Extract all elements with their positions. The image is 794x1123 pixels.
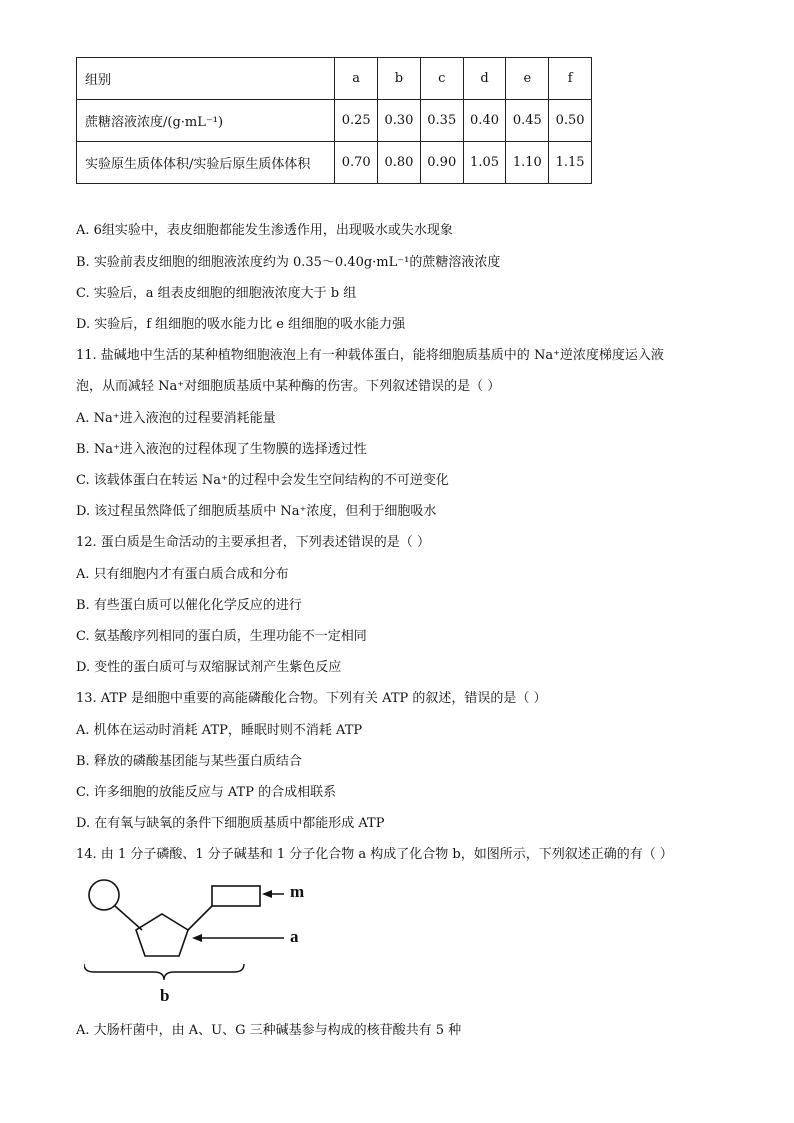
arrow-m-head: [262, 890, 272, 898]
text-line: 13. ATP 是细胞中重要的高能磷酸化合物。下列有关 ATP 的叙述，错误的是（ ）: [76, 691, 547, 706]
table-cell: f: [549, 58, 592, 100]
table-cell: 0.40: [463, 100, 506, 142]
text-line: A. 机体在运动时消耗 ATP，睡眠时则不消耗 ATP: [76, 723, 363, 738]
text-line: B. Na⁺进入液泡的过程体现了生物膜的选择透过性: [76, 442, 367, 457]
base-bond: [188, 906, 212, 930]
text-line: B. 有些蛋白质可以催化化学反应的进行: [76, 598, 302, 613]
text-line: D. 在有氧与缺氧的条件下细胞质基质中都能形成 ATP: [76, 816, 385, 831]
table-row: [77, 58, 592, 100]
table-cell: 0.50: [549, 100, 592, 142]
text-line: 11. 盐碱地中生活的某种植物细胞液泡上有一种载体蛋白，能将细胞质基质中的 Na⁺逆浓度梯度运入液: [76, 348, 664, 363]
table-row: [77, 142, 592, 184]
table-cell: 0.70: [335, 142, 378, 184]
text-line: A. 6组实验中，表皮细胞都能发生渗透作用，出现吸水或失水现象: [76, 223, 453, 238]
text-line: B. 实验前表皮细胞的细胞液浓度约为 0.35～0.40g·mL⁻¹的蔗糖溶液浓度: [76, 255, 501, 270]
label-a: a: [290, 927, 299, 946]
table-cell: 1.05: [463, 142, 506, 184]
table-cell: 1.10: [506, 142, 549, 184]
table-cell: 0.30: [378, 100, 421, 142]
text-line: D. 变性的蛋白质可与双缩脲试剂产生紫色反应: [76, 660, 342, 675]
text-line: A. 只有细胞内才有蛋白质合成和分布: [76, 567, 289, 582]
pentose-ring: [136, 914, 188, 956]
table-cell: 0.45: [506, 100, 549, 142]
text-line: A. Na⁺进入液泡的过程要消耗能量: [76, 411, 276, 426]
text-line: D. 实验后，f 组细胞的吸水能力比 e 组细胞的吸水能力强: [76, 317, 406, 332]
text-line: D. 该过程虽然降低了细胞质基质中 Na⁺浓度，但利于细胞吸水: [76, 504, 437, 519]
text-line: C. 该载体蛋白在转运 Na⁺的过程中会发生空间结构的不可逆变化: [76, 473, 449, 488]
table-cell: 0.80: [378, 142, 421, 184]
nucleotide-diagram: [84, 874, 344, 1014]
table-cell: 1.15: [549, 142, 592, 184]
base-rectangle: [212, 886, 260, 906]
label-b: b: [160, 986, 170, 1005]
phosphate-circle: [89, 880, 119, 910]
text-line: C. 氨基酸序列相同的蛋白质，生理功能不一定相同: [76, 629, 367, 644]
table-cell: d: [463, 58, 506, 100]
table-cell: c: [420, 58, 463, 100]
text-line: 泡，从而减轻 Na⁺对细胞质基质中某种酶的伤害。下列叙述错误的是（ ）: [76, 379, 501, 394]
table-cell: 0.25: [335, 100, 378, 142]
table-row: [77, 100, 592, 142]
phosphate-bond: [115, 906, 142, 930]
table-cell: 0.90: [420, 142, 463, 184]
text-line: 14. 由 1 分子磷酸、1 分子碱基和 1 分子化合物 a 构成了化合物 b，如图所示，下列叙述正确的有（ ）: [76, 847, 673, 862]
table-row-label: 蔗糖溶液浓度/(g·mL⁻¹): [77, 100, 335, 142]
text-line: C. 实验后，a 组表皮细胞的细胞液浓度大于 b 组: [76, 286, 357, 301]
text-line: 12. 蛋白质是生命活动的主要承担者，下列表述错误的是（ ）: [76, 535, 430, 550]
table-row-label: 组别: [77, 58, 335, 100]
experiment-table: [76, 57, 592, 184]
brace-b: [84, 964, 244, 980]
question-14-option-a: A. 大肠杆菌中，由 A、U、G 三种碱基参与构成的核苷酸共有 5 种: [76, 1023, 462, 1038]
label-m: m: [290, 882, 305, 901]
text-line: B. 释放的磷酸基团能与某些蛋白质结合: [76, 754, 302, 769]
nucleotide-figure: [84, 874, 344, 1014]
arrow-a-head: [192, 934, 202, 942]
table-row-label: 实验原生质体体积/实验后原生质体体积: [77, 142, 335, 184]
table-cell: b: [378, 58, 421, 100]
table-cell: e: [506, 58, 549, 100]
table-cell: 0.35: [420, 100, 463, 142]
table-cell: a: [335, 58, 378, 100]
text-line: C. 许多细胞的放能反应与 ATP 的合成相联系: [76, 785, 337, 800]
